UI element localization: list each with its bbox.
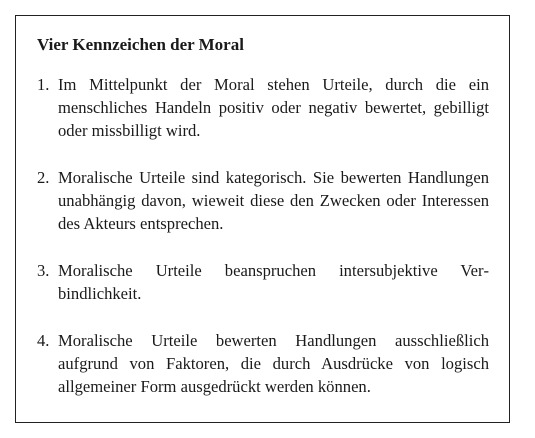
criteria-list (37, 73, 489, 398)
item-text: Moralische Urteile bewerten Handlungen ausschließlich aufgrund von Faktoren, die durch Ausdrücke von logisch allgemeiner Form ausgedrückt werden können. (58, 331, 489, 396)
list-item (37, 329, 489, 398)
list-item (37, 259, 489, 305)
item-text: Moralische Urteile sind kategorisch. Sie bewerten Handlungen unabhängig davon, wieweit diese den Zwecken oder Interessen des Akteurs entsprechen. (58, 168, 489, 233)
item-text: Im Mittelpunkt der Moral stehen Urteile, durch die ein menschliches Handeln positiv oder negativ bewertet, gebilligt oder missbilligt wird. (58, 75, 489, 140)
item-number: 4. (37, 331, 50, 350)
text-box (15, 15, 510, 423)
item-number: 3. (37, 261, 50, 280)
item-number: 2. (37, 168, 50, 187)
list-item (37, 73, 489, 142)
box-title: Vier Kennzeichen der Moral (37, 35, 244, 54)
item-text: Moralische Urteile beanspruchen intersubjektive Verbindlichkeit. (58, 261, 489, 303)
item-number: 1. (37, 75, 50, 94)
list-item (37, 166, 489, 235)
